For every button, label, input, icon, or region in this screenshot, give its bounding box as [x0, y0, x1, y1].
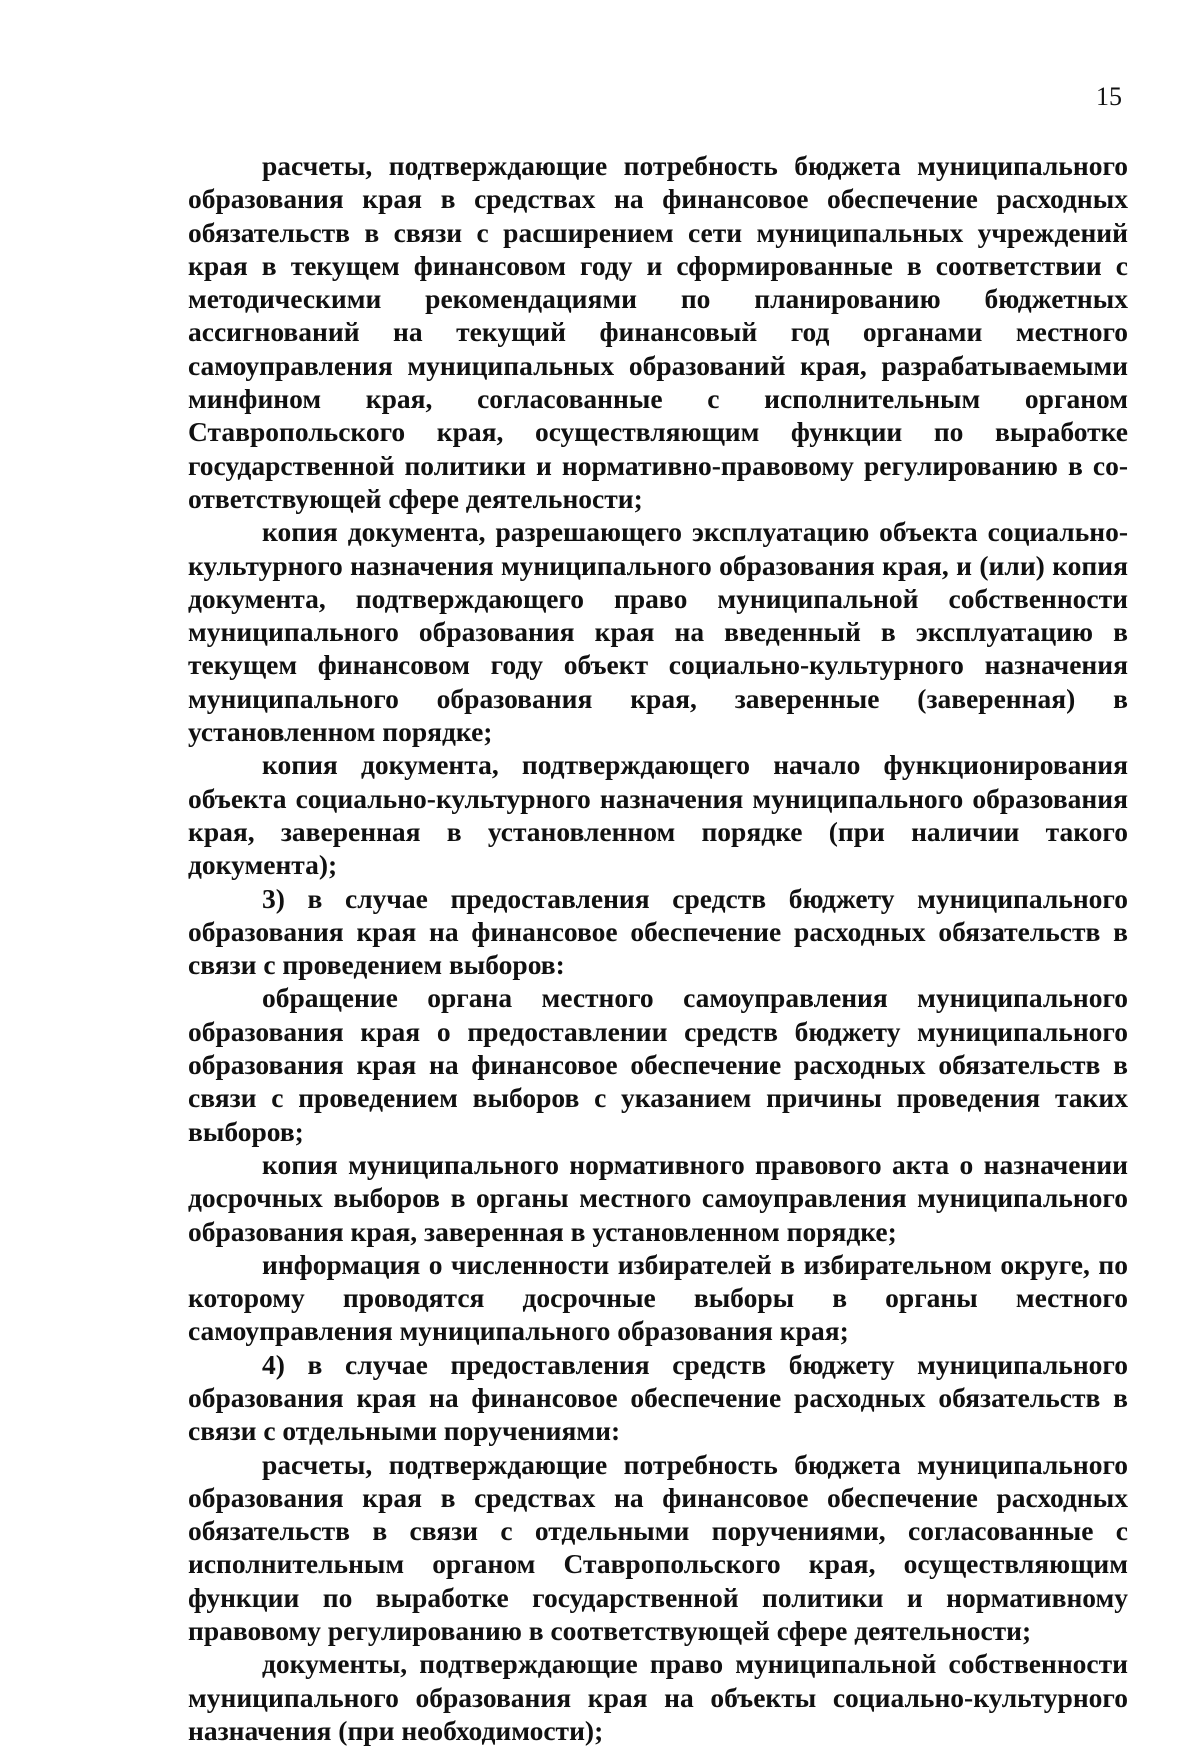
paragraph-item-3-elections: 3) в случае предоставления средств бюджету муниципального образования края на финансовое обеспечение расходных обязательств в связи с проведением выборов: — [188, 882, 1128, 981]
paragraph-voter-count-info: информация о численности избирателей в избирательном округе, по которому проводятся досрочные выборы в органы местного самоуправления муниципального образования края; — [188, 1248, 1128, 1347]
document-body — [188, 149, 1128, 1747]
paragraph-copy-operation-permit: копия документа, разрешающего эксплуатацию объекта социально-культурного назначения муниципального образования края, и (или) копия документа, подтверждающего право муниципальной собственности муниципального образования края на введенный в эксплуатацию в текущем финансовом году объект социально-культурного назначения муниципального образования края, заверенные (заверенная) в установленном порядке; — [188, 516, 1128, 748]
paragraph-calculations-instructions: расчеты, подтверждающие потребность бюджета муниципального образования края в средствах на финансовое обеспечение расходных обязательств в связи с отдельными поручениями, согласованные с исполнительным органом Ставропольского края, осуществляющим функции по выработке государственной политики и нормативному правовому регулированию в соответствующей сфере деятельности; — [188, 1448, 1128, 1647]
paragraph-calculations-network: расчеты, подтверждающие потребность бюджета муниципального образования края в средствах на финансовое обеспечение расходных обязательств в связи с расширением сети муниципальных учреждений края в текущем финансовом году и сформированные в соответствии с методическими рекомендациями по планированию бюджетных ассигнований на текущий финансовый год органами местного самоуправления муниципальных образований края, разрабатываемыми минфином края, согласованные с исполнительным органом Ставропольского края, осуществляющим функции по выработке государственной политики и нормативно-правовому регулированию в соответствующей сфере деятельности; — [188, 150, 1128, 514]
paragraph-copy-start-of-operation: копия документа, подтверждающего начало функционирования объекта социально-культурного назначения муниципального образования края, заверенная в установленном порядке (при наличии такого документа); — [188, 749, 1128, 881]
paragraph-item-4-instructions: 4) в случае предоставления средств бюджету муниципального образования края на финансовое обеспечение расходных обязательств в связи с отдельными поручениями: — [188, 1348, 1128, 1447]
page-number: 15 — [1096, 82, 1122, 111]
paragraph-election-request: обращение органа местного самоуправления муниципального образования края о предоставлении средств бюджету муниципального образования края на финансовое обеспечение расходных обязательств в связи с проведением выборов с указанием причины проведения таких выборов; — [188, 982, 1128, 1147]
paragraph-ownership-documents: документы, подтверждающие право муниципальной собственности муниципального образования края на объекты социально-культурного назначения (при необходимости); — [188, 1648, 1128, 1746]
paragraph-copy-election-act: копия муниципального нормативного правового акта о назначении досрочных выборов в органы местного самоуправления муниципального образования края, заверенная в установленном порядке; — [188, 1148, 1128, 1247]
